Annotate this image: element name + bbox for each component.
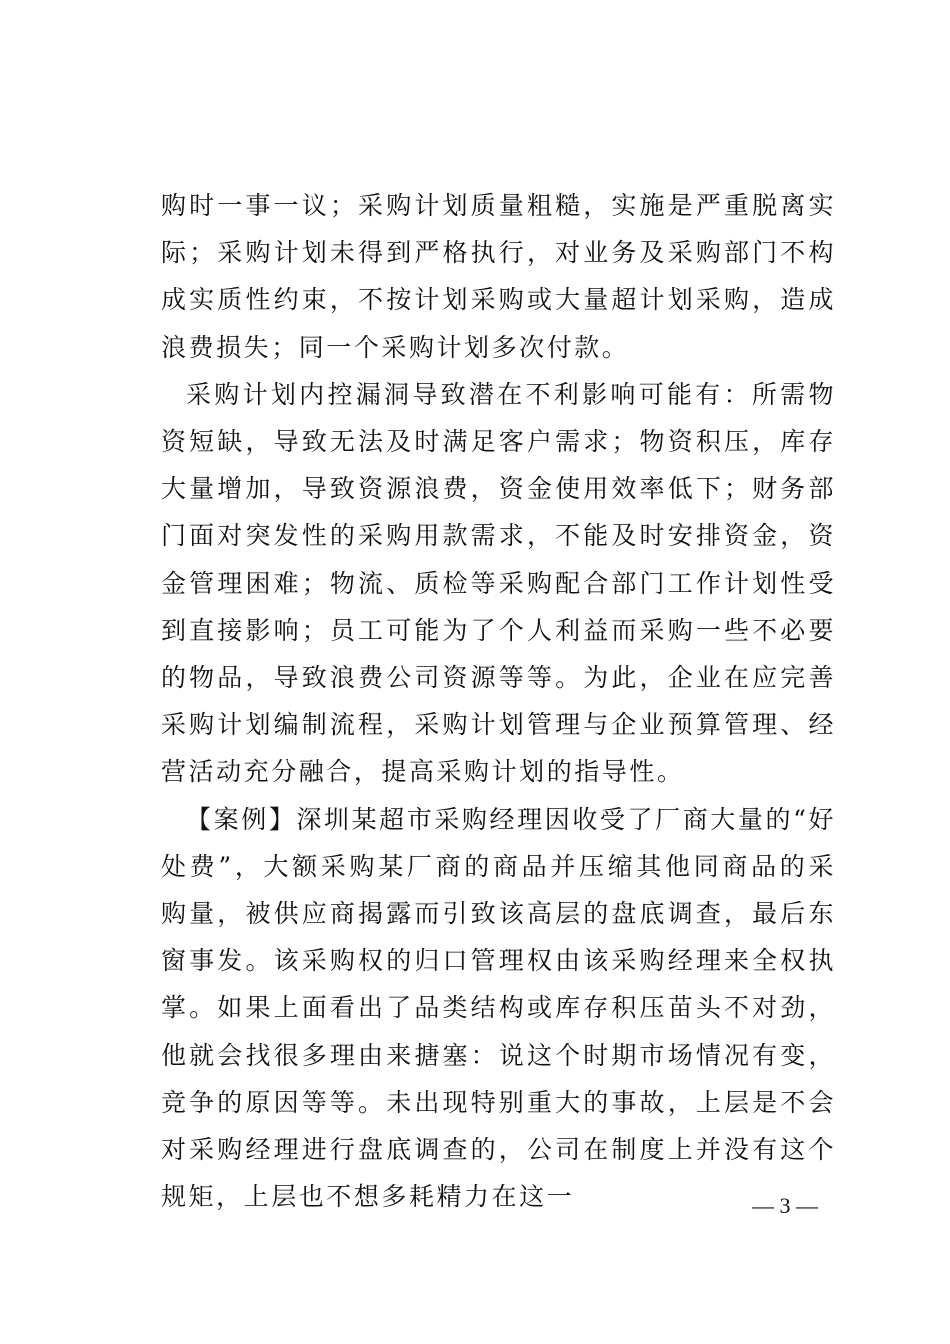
body-text (161, 182, 836, 1220)
paragraph-continuation: 购时一事一议；采购计划质量粗糙，实施是严重脱离实际；采购计划未得到严格执行，对业务及采购部门不构成实质性约束，不按计划采购或大量超计划采购，造成浪费损失；同一个采购计划多次付款。 (161, 191, 836, 362)
paragraph-case-study: 【案例】深圳某超市采购经理因收受了厂商大量的“好处费”，大额采购某厂商的商品并压缩其他同商品的采购量，被供应商揭露而引致该高层的盘底调查，最后东窗事发。该采购权的归口管理权由该采购经理来全权执掌。如果上面看出了品类结构或库存积压苗头不对劲，他就会找很多理由来搪塞：说这个时期市场情况有变，竞争的原因等等。未出现特别重大的事故，上层是不会对采购经理进行盘底调查的，公司在制度上并没有这个规矩，上层也不想多耗精力在这一 (161, 804, 836, 1212)
page-number: — 3 — (752, 1193, 818, 1218)
paragraph-risk-impact: 采购计划内控漏洞导致潜在不利影响可能有：所需物资短缺，导致无法及时满足客户需求；物资积压，库存大量增加，导致资源浪费，资金使用效率低下；财务部门面对突发性的采购用款需求，不能及时安排资金，资金管理困难；物流、质检等采购配合部门工作计划性受到直接影响；员工可能为了个人利益而采购一些不必要的物品，导致浪费公司资源等等。为此，企业在应完善采购计划编制流程，采购计划管理与企业预算管理、经营活动充分融合，提高采购计划的指导性。 (161, 379, 836, 787)
